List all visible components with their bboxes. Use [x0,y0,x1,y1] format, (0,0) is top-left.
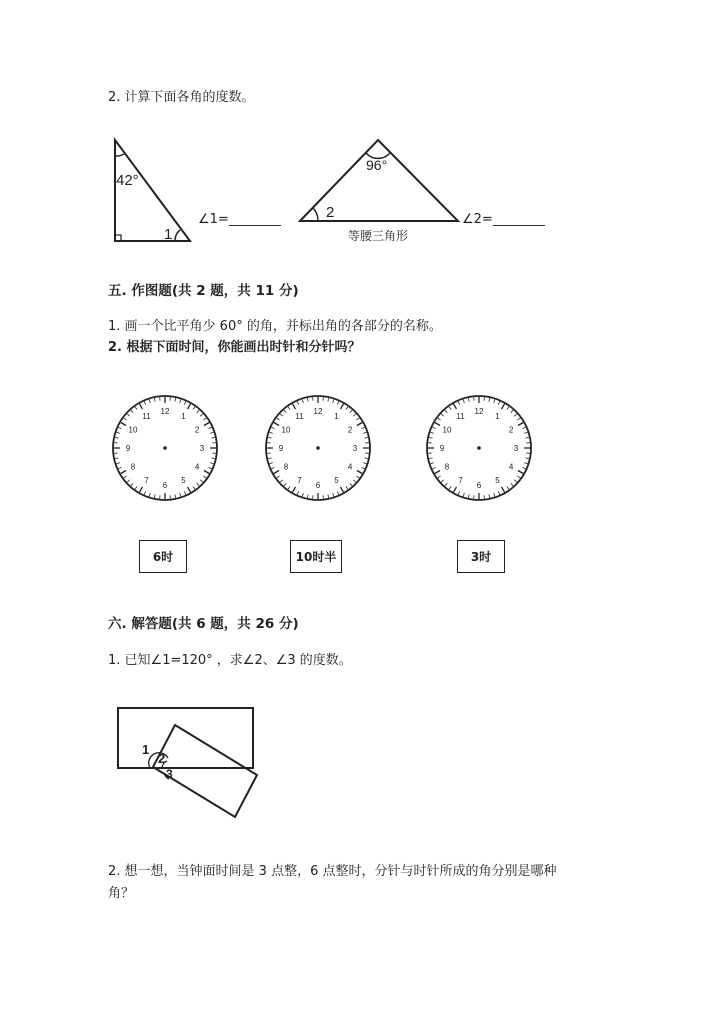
clock-tick [210,463,213,464]
section-heading: 六. 解答题(共 6 题，共 26 分) [108,616,299,632]
clock-tick [454,404,457,409]
question-text: 2. 根据下面时间，你能画出时针和分针吗？ [108,340,361,355]
clock-tick [429,458,432,459]
clock-tick [280,480,283,482]
clock-tick [149,399,150,402]
clock-tick [115,458,118,459]
clock-tick [337,401,338,404]
clock-tick [277,418,280,420]
clock-tick [430,432,433,433]
angle-number-3: 3 [166,767,173,781]
clock-tick [200,480,203,482]
clock-tick [131,410,133,413]
clock-tick [364,437,367,438]
clock-tick [193,407,195,410]
clock-tick [337,491,338,494]
clock-tick [430,463,433,464]
clock-tick [445,483,447,486]
section-heading: 五. 作图题(共 2 题，共 11 分) [108,283,299,299]
clock-number: 10 [128,425,138,435]
clock-number: 9 [278,444,284,453]
clock-center-dot [163,446,167,450]
clock-tick [124,476,127,478]
clock-tick [204,471,209,474]
clock-tick [518,423,523,426]
clock-tick [346,486,348,489]
clock-tick [511,410,513,413]
clock-tick [438,418,441,420]
isosceles-triangle-figure [290,130,470,245]
clock-tick [525,458,528,459]
clock-tick [494,493,495,496]
answer-angle-2: ∠2=________ [462,212,545,227]
clock-tick [307,398,308,401]
clock-tick [328,398,329,401]
clock-tick [211,458,214,459]
triangle-outline [115,140,190,241]
clock-tick [297,491,298,494]
clock-tick [288,407,290,410]
clock-tick [268,437,271,438]
clock-tick [463,399,464,402]
clock-tick [116,463,119,464]
vertex-label-2: 2 [326,204,335,221]
clock-tick [507,486,509,489]
clock-number: 12 [313,407,323,416]
clock-tick [127,414,130,416]
clock-tick [445,410,447,413]
clock-tick [118,467,121,468]
clock-tick [458,491,459,494]
clock-number: 9 [125,444,131,453]
clock-tick [127,480,130,482]
clock-tick [341,404,344,409]
vertex-label-1: 1 [164,226,173,243]
clock-tick [511,483,513,486]
rectangles-figure [110,700,270,830]
clock-tick [211,437,214,438]
clock-tick [364,458,367,459]
rectangle-horizontal [118,708,253,768]
clock-tick [208,427,211,428]
clock-tick [356,418,359,420]
clock-tick [131,483,133,486]
clock-tick [293,487,296,492]
clock-tick [271,427,274,428]
clock-number: 8 [283,462,289,472]
clock-tick [135,486,137,489]
clock-tick [517,418,520,420]
clock-center-dot [316,446,320,450]
clock-tick [341,487,344,492]
clock-number: 5 [181,476,186,486]
time-box: 10时半 [290,540,342,573]
clock-tick [203,418,206,420]
clock-tick [353,414,356,416]
clock-tick [184,491,185,494]
clock-tick [288,486,290,489]
clock-number: 2 [347,425,353,435]
clock-number: 2 [194,425,200,435]
triangle-outline [300,140,458,221]
clock-tick [435,423,440,426]
clock-tick [293,404,296,409]
clock-tick [115,437,118,438]
angle-label-42: 42° [116,172,139,189]
time-box: 6时 [139,540,187,573]
clock-tick [197,483,199,486]
clock-tick [302,399,303,402]
clock-tick [277,476,280,478]
clock-tick [140,404,143,409]
clock-tick [333,493,334,496]
clock-tick [284,410,286,413]
clock-tick [498,491,499,494]
angle-arc-bottom [175,230,180,241]
clock-tick [175,494,176,497]
clock-tick [116,432,119,433]
clock-tick [140,487,143,492]
clock-tick [188,404,191,409]
clock-tick [297,401,298,404]
angle-arc-top [115,154,124,156]
clock-tick [518,471,523,474]
clock-tick [268,458,271,459]
clock-number: 1 [495,411,500,421]
clock-tick [121,471,126,474]
clock-face [110,393,220,503]
triangle-caption: 等腰三角形 [348,229,409,243]
clock-tick [468,398,469,401]
clock-tick [203,476,206,478]
clock-tick [144,401,145,404]
clock-tick [333,399,334,402]
clock-tick [208,467,211,468]
clock-number: 11 [456,411,465,421]
clock-tick [454,487,457,492]
clock-tick [524,432,527,433]
clock-tick [449,486,451,489]
clock-number: 7 [144,476,149,486]
clock-tick [522,427,525,428]
clock-tick [210,432,213,433]
clock-number: 1 [334,411,339,421]
clock-tick [361,467,364,468]
clock-number: 5 [334,476,339,486]
clock-number: 6 [315,481,321,490]
clock-tick [184,401,185,404]
angle-number-2: 2 [158,751,166,766]
clock-tick [121,423,126,426]
clock-tick [271,467,274,468]
clock-tick [449,407,451,410]
clock-tick [180,399,181,402]
clock-tick [438,476,441,478]
clock-tick [307,494,308,497]
clock-tick [525,437,528,438]
clock-number: 7 [297,476,302,486]
clock-tick [458,401,459,404]
answer-angle-1: ∠1=________ [198,212,281,227]
angle-number-1: 1 [142,742,150,757]
clock-number: 11 [142,411,151,421]
clock-tick [135,407,137,410]
clock-number: 5 [495,476,500,486]
clock-number: 6 [162,481,168,490]
clock-tick [507,407,509,410]
clock-tick [357,471,362,474]
clock-tick [435,471,440,474]
clock-tick [274,471,279,474]
clock-tick [124,418,127,420]
clock-tick [284,483,286,486]
clock-number: 8 [444,462,450,472]
clock-tick [269,432,272,433]
time-box: 3时 [457,540,505,573]
clock-number: 3 [352,444,358,453]
clock-tick [494,399,495,402]
clock-tick [432,467,435,468]
clock-number: 3 [513,444,519,453]
clock-tick [193,486,195,489]
clock-number: 1 [181,411,186,421]
clock-number: 7 [458,476,463,486]
clock-tick [498,401,499,404]
clock-number: 6 [476,481,482,490]
clock-tick [489,398,490,401]
clock-tick [149,493,150,496]
clock-number: 3 [199,444,205,453]
clock-tick [328,494,329,497]
clock-tick [514,480,517,482]
clock-tick [502,404,505,409]
clock-number: 4 [347,462,353,472]
clock-number: 8 [130,462,136,472]
clock-tick [441,480,444,482]
clock-tick [502,487,505,492]
clock-tick [154,494,155,497]
clock-tick [144,491,145,494]
question-text: 1. 已知∠1=120° ，求∠2、∠3 的度数。 [108,653,352,668]
clock-tick [517,476,520,478]
angle-arc-left [313,208,318,221]
clock-face [263,393,373,503]
clock-tick [522,467,525,468]
clock-tick [350,410,352,413]
clock-number: 4 [508,462,514,472]
clock-number: 12 [474,407,484,416]
clock-number: 2 [508,425,514,435]
clock-tick [429,437,432,438]
clock-tick [353,480,356,482]
clock-tick [346,407,348,410]
clock-tick [524,463,527,464]
clock-tick [188,487,191,492]
clock-tick [175,398,176,401]
clock-tick [269,463,272,464]
clock-tick [280,414,283,416]
angle-label-96: 96° [366,157,388,173]
clock-tick [463,493,464,496]
clock-number: 4 [194,462,200,472]
clock-tick [432,427,435,428]
clock-tick [118,427,121,428]
clock-number: 10 [281,425,291,435]
clock-tick [356,476,359,478]
clock-tick [363,432,366,433]
clock-tick [514,414,517,416]
clock-center-dot [477,446,481,450]
clock-tick [361,427,364,428]
clock-tick [468,494,469,497]
question-text: 2. 想一想，当钟面时间是 3 点整，6 点整时，分针与时针所成的角分别是哪种 [108,864,557,879]
clock-tick [363,463,366,464]
question-text: 2. 计算下面各角的度数。 [108,90,255,105]
question-text: 1. 画一个比平角少 60° 的角，并标出角的各部分的名称。 [108,319,442,334]
clock-number: 10 [442,425,452,435]
clock-number: 11 [295,411,304,421]
clock-tick [204,423,209,426]
clock-tick [441,414,444,416]
clock-tick [350,483,352,486]
clock-tick [197,410,199,413]
clock-tick [302,493,303,496]
question-text-continued: 角？ [108,886,135,901]
clock-tick [180,493,181,496]
clock-tick [489,494,490,497]
clock-tick [357,423,362,426]
clock-tick [200,414,203,416]
clock-tick [274,423,279,426]
clock-number: 9 [439,444,445,453]
clock-number: 12 [160,407,170,416]
right-triangle-figure [100,130,300,250]
clock-face [424,393,534,503]
clock-tick [154,398,155,401]
